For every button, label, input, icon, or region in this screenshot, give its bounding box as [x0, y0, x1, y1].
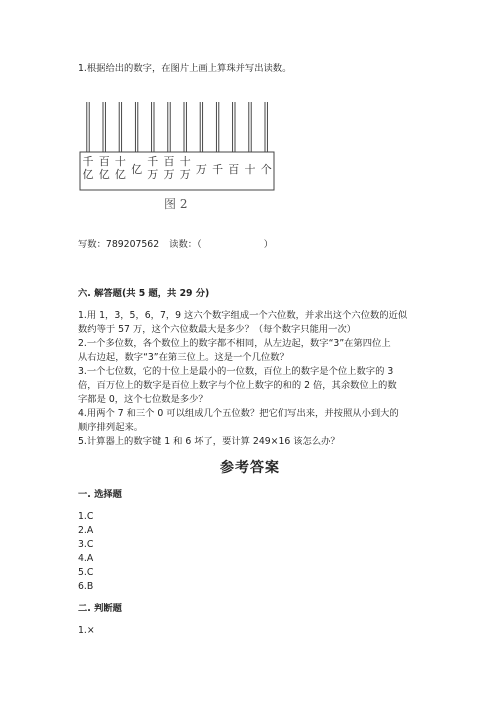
abacus-rods	[87, 102, 268, 152]
s6-line: 从右边起，数字“3”在第三位上。这是一个几位数？	[78, 352, 289, 363]
answers-title: 参考答案	[220, 460, 280, 476]
figure-caption: 图 2	[164, 197, 188, 211]
answer-item: 1.×	[78, 625, 95, 636]
answer-item: 2.A	[78, 525, 94, 536]
place-value-labels	[83, 154, 272, 181]
place-value-label: 万	[195, 163, 207, 176]
place-value-label: 千	[147, 155, 159, 168]
read-close: ）	[263, 239, 274, 250]
answer-item: 5.C	[78, 567, 94, 578]
place-value-label: 十	[179, 155, 191, 168]
place-value-label: 亿	[98, 168, 110, 181]
place-value-label: 万	[179, 168, 191, 181]
write-label: 写数：	[78, 239, 106, 250]
place-value-label: 千	[82, 155, 94, 168]
place-value-label: 亿	[114, 168, 126, 181]
s6-line: 5.计算器上的数字键 1 和 6 坏了，要计算 249×16 该怎么办？	[78, 436, 340, 447]
s6-line: 倍，百万位上的数字是百位上数字与个位上数字的和的 2 倍，其余数位上的数	[78, 380, 397, 391]
place-value-label: 亿	[131, 163, 143, 176]
part1-heading: 一. 选择题	[78, 489, 122, 500]
place-value-label: 百	[98, 155, 110, 168]
write-read-line	[78, 238, 273, 251]
answer-item: 1.C	[78, 511, 94, 522]
section6-heading: 六. 解答题(共 5 题，共 29 分)	[78, 288, 210, 299]
q1-prompt: 1.根据给出的数字，在图片上画上算珠并写出读数。	[78, 63, 292, 74]
s6-line: 1.用 1，3，5，6，7，9 这六个数字组成一个六位数，并求出这个六位数的近似	[78, 310, 408, 321]
answer-item: 4.A	[78, 553, 94, 564]
place-value-label: 百	[163, 155, 175, 168]
s6-line: 字都是 0，这个七位数是多少？	[78, 394, 208, 405]
part2-heading: 二. 判断题	[78, 603, 122, 614]
place-value-label: 个	[260, 163, 272, 176]
place-value-label: 亿	[82, 168, 94, 181]
s6-line: 3.一个七位数，它的十位上是最小的一位数，百位上的数字是个位上数字的 3	[78, 366, 394, 377]
read-label: 读数：（	[169, 239, 202, 250]
s6-line: 4.用两个 7 和三个 0 可以组成几个五位数？把它们写出来，并按照从小到大的	[78, 408, 399, 419]
s6-line: 2.一个多位数，各个数位上的数字都不相同，从左边起，数字“3”在第四位上	[78, 338, 391, 349]
place-value-label: 十	[114, 155, 126, 168]
place-value-label: 百	[228, 163, 240, 176]
place-value-label: 万	[163, 168, 175, 181]
place-value-label: 千	[212, 163, 224, 176]
write-value: 789207562	[105, 239, 160, 250]
place-value-label: 十	[244, 163, 256, 176]
s6-line: 数约等于 57 万，这个六位数最大是多少？（每个数字只能用一次）	[78, 324, 357, 335]
answer-item: 6.B	[78, 581, 94, 592]
s6-line: 顺序排列起来。	[78, 422, 144, 433]
answer-item: 3.C	[78, 539, 94, 550]
place-value-label: 万	[147, 168, 159, 181]
